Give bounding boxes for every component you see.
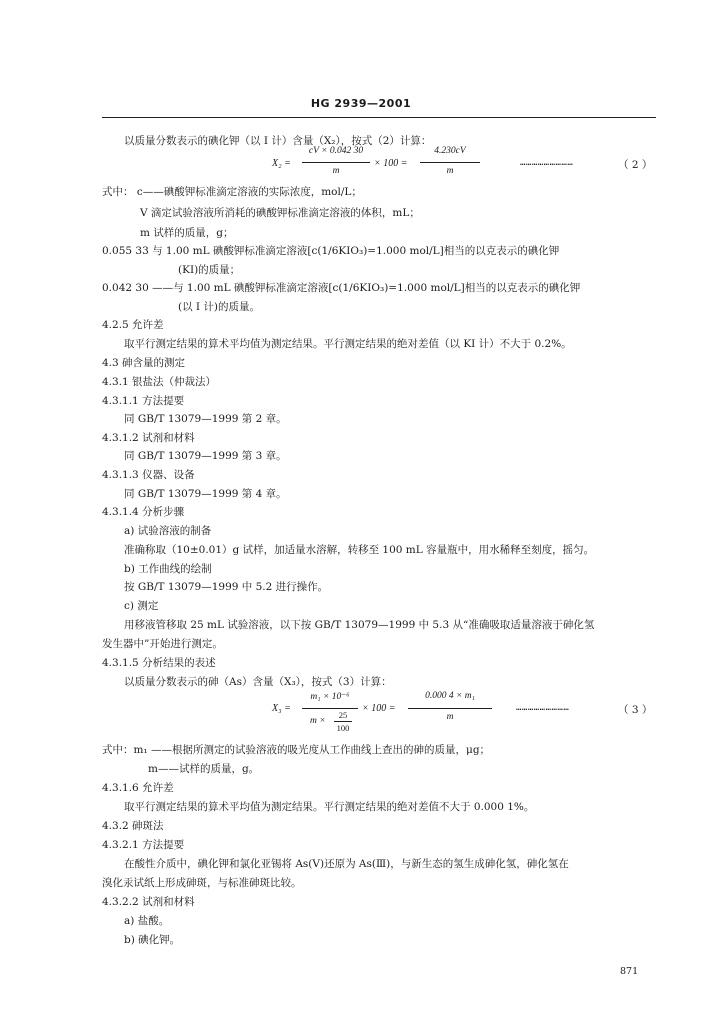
text-line: 按 GB/T 13079—1999 中 5.2 进行操作。: [124, 581, 329, 593]
nested-numerator: 25: [338, 710, 348, 720]
formula-mid: × 100 =: [374, 158, 408, 169]
text-line: 0.042 30 ——与 1.00 mL 碘酸钾标准滴定溶液[c(1/6KIO₃)=1.000 mol/L]相当的以克表示的碘化钾: [102, 282, 581, 294]
section-heading: 4.3.1.4 分析步骤: [102, 506, 185, 518]
text-line: 同 GB/T 13079—1999 第 3 章。: [124, 450, 287, 462]
text-line: 同 GB/T 13079—1999 第 2 章。: [124, 413, 287, 425]
section-heading: 4.3.2 砷斑法: [102, 820, 164, 832]
fraction-bar: [302, 162, 370, 163]
text-line: b) 工作曲线的绘制: [124, 563, 212, 575]
section-heading: 4.3.2.2 试剂和材料: [102, 896, 195, 908]
leader-dots: ………………………: [520, 158, 574, 168]
text-line: 式中：m₁ ——根据所测定的试验溶液的吸光度从工作曲线上查出的砷的质量，μg；: [102, 744, 491, 756]
section-heading: 4.3.2.1 方法提要: [102, 839, 185, 851]
text-line: V 滴定试验溶液所消耗的碘酸钾标准滴定溶液的体积，mL；: [140, 207, 420, 219]
section-heading: 4.3.1.6 允许差: [102, 782, 174, 794]
text-line: 取平行测定结果的算术平均值为测定结果。平行测定结果的绝对差值（以 KI 计）不大于 0.2%。: [124, 338, 572, 350]
equation-number: （ 2 ）: [618, 159, 653, 171]
fraction-denominator: m ×: [310, 716, 326, 726]
text-line: (以 I 计)的质量。: [178, 301, 261, 313]
fraction-numerator: cV × 0.042 30: [308, 146, 364, 156]
text-line: c) 测定: [124, 600, 159, 612]
section-heading: 4.2.5 允许差: [102, 319, 164, 331]
text-line: 用移液管移取 25 mL 试验溶液，以下按 GB/T 13079—1999 中 5.3 从“准确吸取适量溶液于砷化氢: [124, 619, 595, 631]
nested-fraction-bar: [334, 721, 352, 722]
section-heading: 4.3.1.2 试剂和材料: [102, 432, 195, 444]
text-line: 同 GB/T 13079—1999 第 4 章。: [124, 488, 287, 500]
equation-number: （ 3 ）: [618, 704, 653, 716]
section-heading: 4.3.1.5 分析结果的表述: [102, 657, 216, 669]
fraction-numerator: 0.000 4 × m₁: [425, 691, 475, 701]
formula-lhs: X₃ =: [272, 703, 291, 714]
section-heading: 4.3.1 银盐法（仲裁法）: [102, 376, 217, 388]
text-line: m——试样的质量，g。: [148, 763, 260, 775]
section-heading: 4.3.1.1 方法提要: [102, 395, 185, 407]
text-line: 取平行测定结果的算术平均值为测定结果。平行测定结果的绝对差值不大于 0.000 1%。: [124, 801, 535, 813]
fraction-bar: [420, 162, 480, 163]
fraction-denominator: m: [446, 712, 454, 722]
text-line: 在酸性介质中，碘化钾和氯化亚锡将 As(Ⅴ)还原为 As(Ⅲ)，与新生态的氢生成砷化氢，砷化氢在: [124, 858, 569, 870]
fraction-denominator: m: [332, 166, 340, 176]
text-line: 以质量分数表示的砷（As）含量（X₃），按式（3）计算：: [124, 676, 392, 688]
leader-dots: ………………………: [516, 703, 570, 713]
text-line: (KI)的质量；: [178, 264, 241, 276]
text-line: 发生器中”开始进行测定。: [102, 638, 223, 650]
nested-denominator: 100: [336, 723, 350, 733]
formula-mid: × 100 =: [362, 703, 396, 714]
text-line: m 试样的质量，g；: [140, 227, 234, 239]
fraction-numerator: 4.230cV: [434, 146, 466, 156]
text-line: 式中： c——碘酸钾标准滴定溶液的实际浓度，mol/L；: [102, 186, 362, 198]
text-line: a) 试验溶液的制备: [124, 525, 212, 537]
section-heading: 4.3.1.3 仪器、设备: [102, 469, 195, 481]
formula-lhs: X₂ =: [272, 158, 291, 169]
text-line: 0.055 33 与 1.00 mL 碘酸钾标准滴定溶液[c(1/6KIO₃)=1.000 mol/L]相当的以克表示的碘化钾: [102, 245, 560, 257]
section-heading: 4.3 砷含量的测定: [102, 357, 186, 369]
fraction-denominator: m: [446, 166, 454, 176]
standard-header: HG 2939—2001: [310, 97, 412, 110]
text-line: a) 盐酸。: [124, 915, 170, 927]
page-number: 871: [620, 966, 639, 977]
fraction-bar: [302, 708, 358, 709]
fraction-bar: [408, 708, 492, 709]
text-line: b) 碘化钾。: [124, 934, 181, 946]
text-line: 准确称取（10±0.01）g 试样，加适量水溶解，转移至 100 mL 容量瓶中，用水稀释至刻度，摇匀。: [124, 544, 595, 556]
text-line: 以质量分数表示的碘化钾（以 I 计）含量（X₂），按式（2）计算：: [124, 135, 432, 147]
fraction-numerator: m₁ × 10⁻⁶: [310, 692, 350, 702]
text-line: 溴化汞试纸上形成砷斑，与标准砷斑比较。: [102, 877, 302, 889]
header-rule: [102, 117, 656, 118]
